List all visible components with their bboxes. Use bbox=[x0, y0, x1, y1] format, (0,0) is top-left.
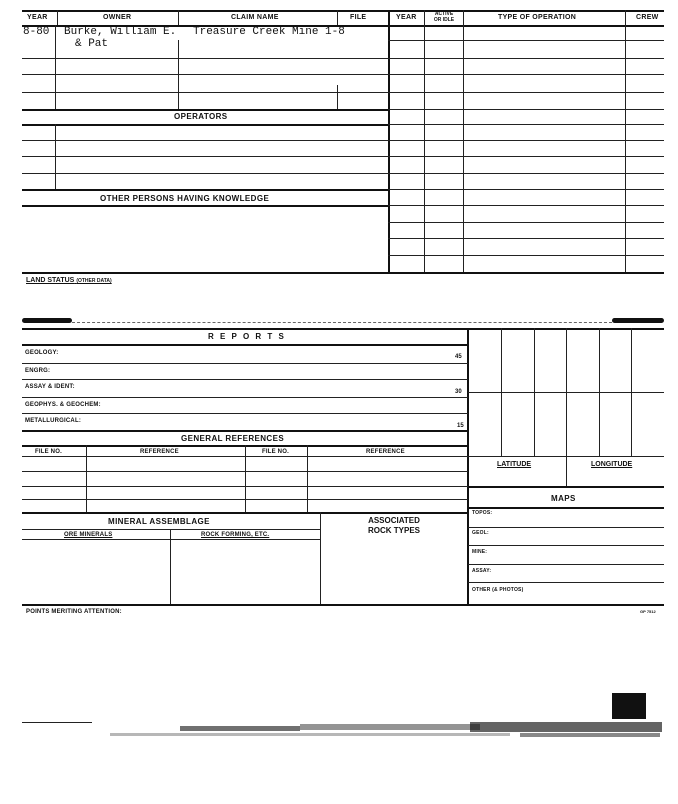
header-year-2: YEAR bbox=[396, 14, 417, 21]
report-num-assay: 30 bbox=[455, 389, 462, 395]
rule bbox=[22, 456, 468, 457]
rule bbox=[388, 124, 664, 125]
rule bbox=[566, 456, 567, 486]
ref-header-file-no-1: FILE NO. bbox=[35, 449, 62, 455]
rule bbox=[388, 156, 664, 157]
report-label-metallurgical: METALLURGICAL: bbox=[25, 418, 82, 424]
rule bbox=[178, 40, 179, 110]
rule bbox=[388, 238, 664, 239]
smudge bbox=[22, 318, 72, 323]
rule bbox=[57, 10, 58, 25]
report-label-engrg: ENGRG: bbox=[25, 368, 51, 374]
rule bbox=[468, 545, 664, 546]
rule bbox=[388, 40, 664, 41]
rule bbox=[22, 512, 468, 514]
land-status-sub: (OTHER DATA) bbox=[76, 278, 112, 284]
report-label-geology: GEOLOGY: bbox=[25, 350, 59, 356]
header-file: FILE bbox=[350, 14, 367, 21]
rule bbox=[388, 92, 664, 93]
smudge bbox=[180, 726, 300, 731]
rule bbox=[22, 722, 92, 723]
rule bbox=[468, 486, 664, 488]
rule bbox=[22, 74, 388, 75]
header-active-or-idle bbox=[426, 11, 462, 23]
rule bbox=[178, 10, 179, 25]
rule bbox=[468, 564, 664, 565]
rule bbox=[22, 189, 388, 191]
header-active-line1: ACTIVE bbox=[434, 11, 454, 17]
reports-title: R E P O R T S bbox=[208, 332, 286, 341]
smudge bbox=[110, 733, 510, 736]
associated-line1: ASSOCIATED bbox=[368, 516, 420, 525]
rule bbox=[424, 10, 425, 272]
rule bbox=[22, 499, 468, 500]
entry-year: 8-80 bbox=[23, 26, 50, 38]
latitude-label: LATITUDE bbox=[497, 461, 532, 468]
entry-owner: Burke, William E. bbox=[64, 26, 177, 38]
rule bbox=[337, 10, 338, 25]
rule bbox=[22, 363, 468, 364]
rule bbox=[463, 10, 464, 272]
rule bbox=[22, 328, 664, 330]
land-status-label bbox=[26, 277, 112, 284]
rule bbox=[388, 10, 390, 272]
rule bbox=[22, 140, 388, 141]
rule bbox=[468, 582, 664, 583]
entry-owner-cont: & Pat bbox=[75, 38, 109, 50]
rule bbox=[72, 322, 612, 323]
report-num-metallurgical: 15 bbox=[457, 423, 464, 429]
rule bbox=[22, 413, 468, 414]
maps-assay: ASSAY: bbox=[472, 568, 492, 574]
rule bbox=[22, 124, 388, 126]
smudge bbox=[470, 722, 662, 732]
rule bbox=[22, 10, 664, 12]
rule bbox=[468, 392, 664, 393]
header-type-of-operation: TYPE OF OPERATION bbox=[498, 14, 577, 21]
rule bbox=[22, 109, 388, 111]
rock-forming-label: ROCK FORMING, ETC. bbox=[201, 532, 270, 538]
points-meriting-label: POINTS MERITING ATTENTION: bbox=[26, 609, 122, 615]
maps-geol: GEOL: bbox=[472, 530, 489, 536]
maps-topos: TOPOS: bbox=[472, 510, 493, 516]
maps-title: MAPS bbox=[551, 494, 576, 503]
header-year: YEAR bbox=[27, 14, 48, 21]
rule bbox=[468, 527, 664, 528]
associated-line2: ROCK TYPES bbox=[367, 526, 420, 535]
rule bbox=[388, 109, 664, 110]
smudge bbox=[300, 724, 480, 730]
rule bbox=[337, 85, 338, 110]
rule bbox=[22, 604, 664, 606]
header-active-line2: OR IDLE bbox=[433, 17, 455, 23]
rule bbox=[22, 471, 468, 472]
rule bbox=[22, 430, 468, 432]
rule bbox=[468, 507, 664, 509]
associated-rock-types bbox=[330, 516, 458, 536]
land-status-title: LAND STATUS bbox=[26, 277, 75, 284]
longitude-label: LONGITUDE bbox=[591, 461, 633, 468]
rule bbox=[625, 10, 626, 272]
black-mark bbox=[612, 693, 646, 719]
rule bbox=[22, 156, 388, 157]
ore-minerals-label: ORE MINERALS bbox=[64, 532, 113, 538]
rule bbox=[388, 255, 664, 256]
smudge bbox=[612, 318, 664, 323]
header-crew: CREW bbox=[636, 14, 659, 21]
report-label-geophys: GEOPHYS. & GEOCHEM: bbox=[25, 402, 101, 408]
rule bbox=[22, 379, 468, 380]
rule bbox=[22, 486, 468, 487]
header-owner: OWNER bbox=[103, 14, 132, 21]
ref-header-reference-1: REFERENCE bbox=[140, 449, 179, 455]
ref-header-reference-2: REFERENCE bbox=[366, 449, 405, 455]
rule bbox=[320, 512, 321, 605]
general-references-title: GENERAL REFERENCES bbox=[181, 434, 285, 443]
entry-claim-name: Treasure Creek Mine 1-8 bbox=[193, 26, 345, 38]
mineral-assemblage-title: MINERAL ASSEMBLAGE bbox=[108, 517, 210, 526]
rule bbox=[388, 189, 664, 190]
rule bbox=[388, 222, 664, 223]
report-label-assay: ASSAY & IDENT: bbox=[25, 384, 75, 390]
rule bbox=[55, 124, 56, 190]
rule bbox=[22, 529, 320, 530]
rule bbox=[22, 205, 388, 207]
report-num-geology: 45 bbox=[455, 354, 462, 360]
smudge bbox=[520, 733, 660, 737]
rule bbox=[388, 58, 664, 59]
rule bbox=[388, 205, 664, 206]
rule bbox=[22, 539, 320, 540]
ref-header-file-no-2: FILE NO. bbox=[262, 449, 289, 455]
rule bbox=[22, 58, 388, 59]
rule bbox=[22, 397, 468, 398]
header-claim-name: CLAIM NAME bbox=[231, 14, 279, 21]
rule bbox=[388, 173, 664, 174]
rule bbox=[388, 74, 664, 75]
rule bbox=[170, 529, 171, 605]
rule bbox=[388, 140, 664, 141]
rule bbox=[55, 25, 56, 110]
rule bbox=[22, 92, 388, 93]
rule bbox=[22, 173, 388, 174]
operators-label: OPERATORS bbox=[174, 112, 228, 121]
other-persons-label: OTHER PERSONS HAVING KNOWLEDGE bbox=[100, 194, 270, 203]
rule bbox=[22, 344, 468, 346]
maps-mine: MINE: bbox=[472, 549, 488, 555]
maps-other: OTHER (& PHOTOS) bbox=[472, 587, 524, 593]
form-code: GP 7512 bbox=[640, 609, 656, 614]
rule bbox=[22, 272, 664, 274]
